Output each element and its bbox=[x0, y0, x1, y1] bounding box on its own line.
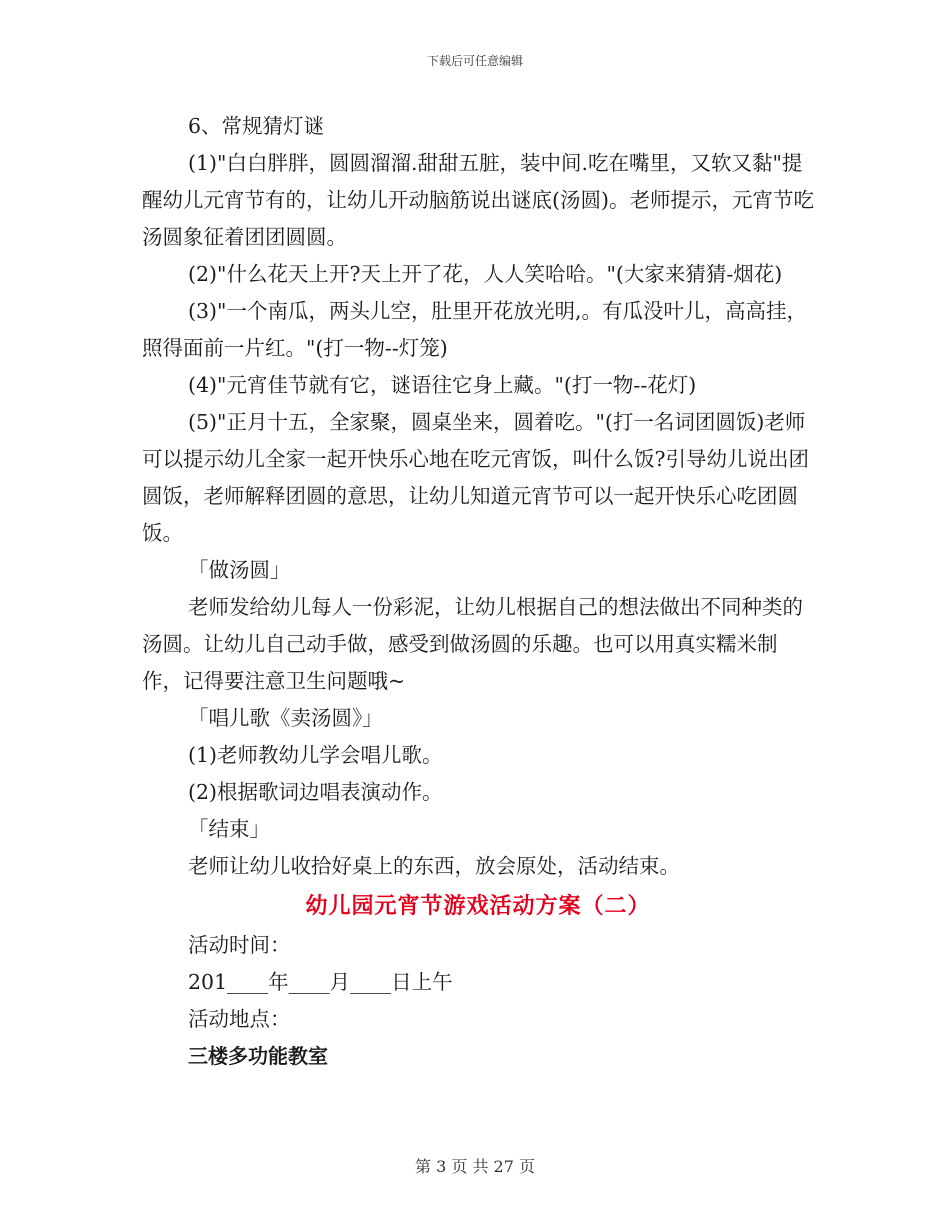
header-note: 下载后可任意编辑 bbox=[426, 54, 523, 68]
paragraph-riddle-2: (2)"什么花天上开?天上开了花，人人笑哈哈。"(大家来猜猜-烟花) bbox=[188, 262, 783, 286]
paragraph-place-value: 三楼多功能教室 bbox=[188, 1044, 328, 1068]
paragraph-time-value: 201____年____月____日上午 bbox=[188, 970, 453, 994]
paragraph-riddle-3: (3)"一个南瓜，两头儿空，肚里开花放光明,。有瓜没叶儿，高高挂，照得面前一片红。"(打一物--灯笼) bbox=[142, 299, 807, 360]
paragraph-riddle-heading: 6、常规猜灯谜 bbox=[188, 114, 325, 138]
paragraph-place-label: 活动地点： bbox=[188, 1007, 291, 1031]
document-body bbox=[142, 108, 814, 1075]
section-title: 幼儿园元宵节游戏活动方案（二） bbox=[305, 894, 651, 919]
paragraph-song-1: (1)老师教幼儿学会唱儿歌。 bbox=[188, 743, 443, 767]
page-footer: 第 3 页 共 27 页 bbox=[415, 1157, 535, 1176]
paragraph-song-2: (2)根据歌词边唱表演动作。 bbox=[188, 780, 443, 804]
paragraph-song-heading: 「唱儿歌《卖汤圆》」 bbox=[188, 706, 383, 730]
paragraph-make-tangyuan: 老师发给幼儿每人一份彩泥，让幼儿根据自己的想法做出不同种类的汤圆。让幼儿自己动手做，感受到做汤圆的乐趣。也可以用真实糯米制作，记得要注意卫生问题哦~ bbox=[142, 595, 803, 693]
paragraph-end: 老师让幼儿收拾好桌上的东西，放会原处，活动结束。 bbox=[188, 854, 680, 878]
paragraph-end-heading: 「结束」 bbox=[188, 817, 270, 841]
paragraph-riddle-5: (5)"正月十五，全家聚，圆桌坐来，圆着吃。"(打一名词团圆饭)老师可以提示幼儿全家一起开快乐心地在吃元宵饭，叫什么饭?引导幼儿说出团圆饭，老师解释团圆的意思，让幼儿知道元宵节可以一起开快乐心吃团圆饭。 bbox=[142, 410, 809, 545]
paragraph-riddle-4: (4)"元宵佳节就有它，谜语往它身上藏。"(打一物--花灯) bbox=[188, 373, 697, 397]
paragraph-riddle-1: (1)"白白胖胖，圆圆溜溜.甜甜五脏，装中间.吃在嘴里，又软又黏"提醒幼儿元宵节有的，让幼儿开动脑筋说出谜底(汤圆)。老师提示，元宵节吃汤圆象征着团团圆圆。 bbox=[142, 151, 814, 249]
paragraph-time-label: 活动时间： bbox=[188, 933, 291, 957]
paragraph-make-tangyuan-heading: 「做汤圆」 bbox=[188, 558, 291, 582]
